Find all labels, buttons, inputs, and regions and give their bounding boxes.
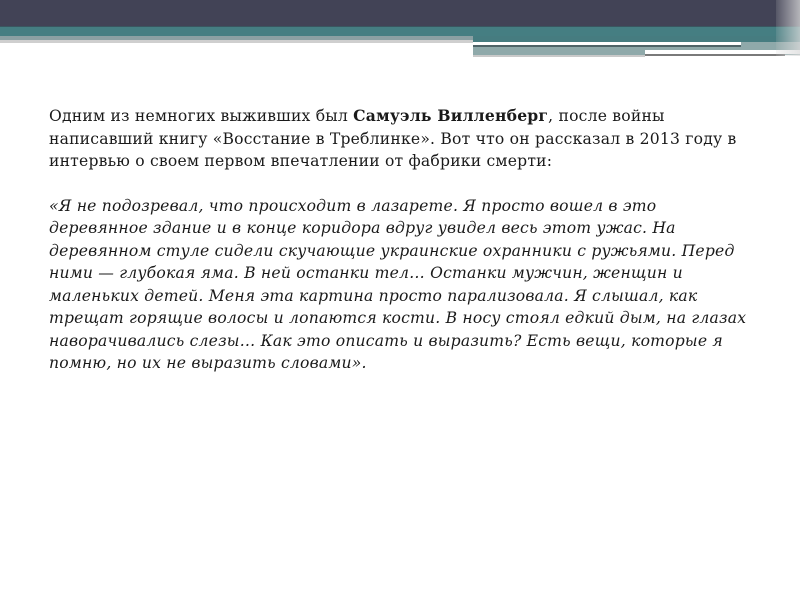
slide-body <box>49 105 759 375</box>
header-teal-band <box>0 27 800 36</box>
header-right-dark-line <box>473 45 741 47</box>
header-left-light-strip <box>0 40 473 43</box>
intro-paragraph <box>49 105 759 173</box>
header-right-fade <box>776 0 800 56</box>
header-dark-band <box>0 0 800 27</box>
header-right-dark-line-2 <box>645 54 785 56</box>
intro-text-start: Одним из немногих выживших был <box>49 107 354 125</box>
quote-paragraph: «Я не подозревал, что происходит в лазарете. Я просто вошел в это деревянное здание и в конце коридора вдруг увидел весь этот ужас. На деревянном стуле сидели скучающие украинские охранники с ружьями. Перед ними — глубокая яма. В ней останки тел… Останки мужчин, женщин и маленьких детей. Меня эта картина просто парализовала. Я слышал, как трещат горящие волосы и лопаются кости. В носу стоял едкий дым, на глазах наворачивались слезы… Как это описать и выразить? Есть вещи, которые я помню, но их не выразить словами». <box>49 196 747 372</box>
person-name: Самуэль Вилленберг <box>353 106 549 125</box>
intro-text-end: , после войны написавший книгу «Восстание в Треблинке». Вот что он рассказал в 2013 году в интервью о своем первом впечатлении от фабрики смерти: <box>49 107 737 170</box>
header-lower-grey-line <box>473 55 645 57</box>
